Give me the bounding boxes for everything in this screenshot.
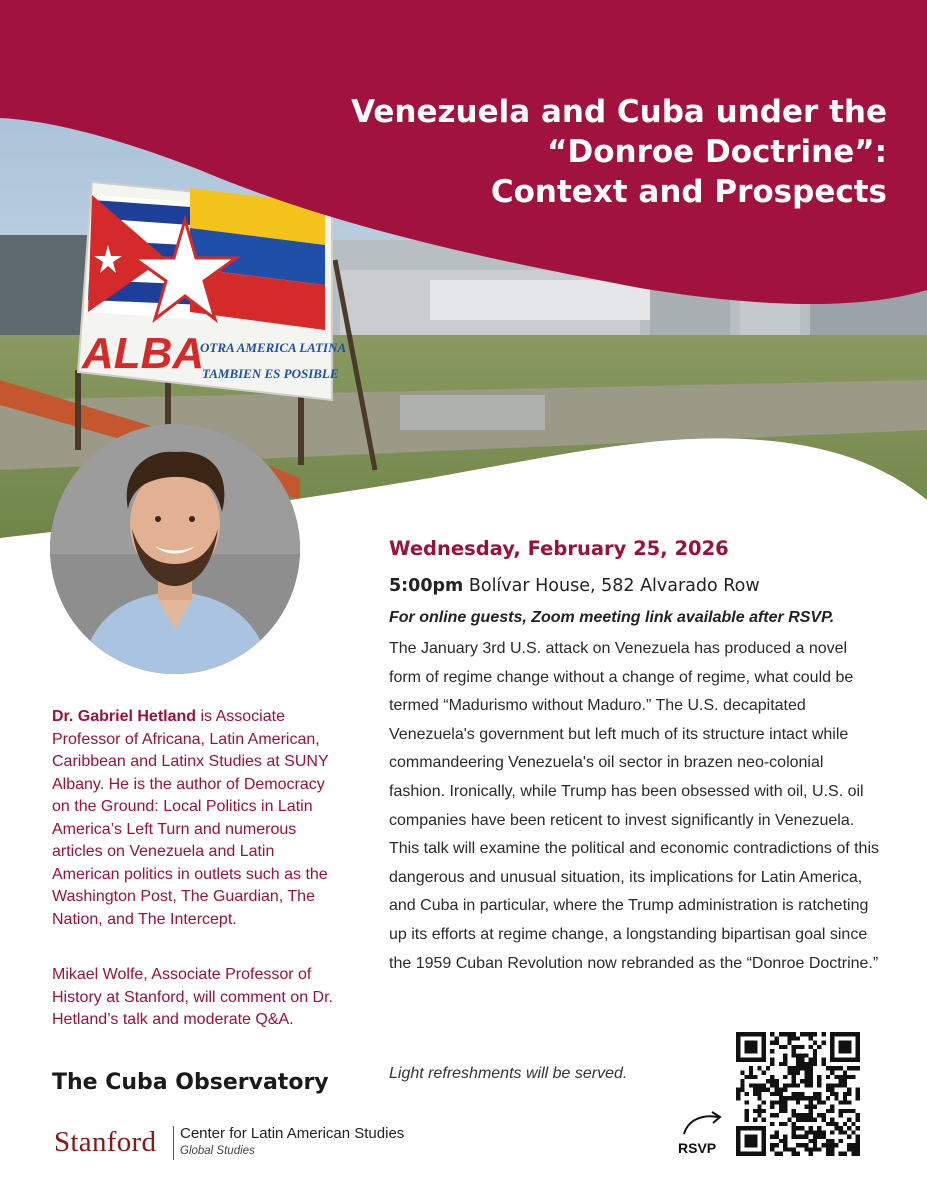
event-time: 5:00pm <box>389 576 464 596</box>
speaker-bio-text: is Associate Professor of Africana, Latin American, Caribbean and Latinx Studies at SUNY Albany. He is the author of Democracy on the Ground: Local Politics in Latin America’s Left Turn and numerous articles on Venezuela and Latin American politics in outlets such as the Washington Post, The Guardian, The Nation, and The Intercept. <box>52 708 329 928</box>
speaker-bio <box>52 706 342 931</box>
billboard-slogan-line-2: TAMBIEN ES POSIBLE <box>202 366 339 381</box>
moderator-note: Mikael Wolfe, Associate Professor of History at Stanford, will comment on Dr. Hetland’s talk and moderate Q&A. <box>52 966 333 1028</box>
event-location: Bolívar House, 582 Alvarado Row <box>463 576 760 596</box>
logo-divider <box>173 1126 174 1160</box>
center-subtitle: Global Studies <box>180 1145 255 1157</box>
event-title <box>287 92 887 212</box>
billboard-logo-text: ALBA <box>82 329 205 378</box>
curved-arrow-icon <box>678 1108 728 1138</box>
rsvp-qr-code[interactable] <box>736 1032 860 1156</box>
center-name: Center for Latin American Studies <box>180 1125 405 1142</box>
event-title-line-1: Venezuela and Cuba under the <box>351 94 887 130</box>
event-time-location <box>389 576 760 596</box>
stanford-wordmark: Stanford <box>54 1126 157 1158</box>
event-title-line-2: “Donroe Doctrine”: <box>547 134 887 170</box>
refreshments-note: Light refreshments will be served. <box>389 1065 628 1082</box>
speaker-photo <box>50 424 300 674</box>
event-date: Wednesday, February 25, 2026 <box>389 537 729 560</box>
cuba-observatory-label: The Cuba Observatory <box>52 1070 329 1095</box>
event-description: The January 3rd U.S. attack on Venezuela has produced a novel form of regime change without a change of regime, what could be termed “Madurismo without Maduro.” The U.S. decapitated Venezuela's government but left much of its structure intact while commandeering Venezuela's oil sector in brazen neo-colonial fashion. Ironically, while Trump has been obsessed with oil, U.S. oil companies have been reticent to invest significantly in Venezuela. This talk will examine the political and economic contradictions of this dangerous and unusual situation, its implications for Latin America, and Cuba in particular, where the Trump administration is ratcheting up its efforts at regime change, a longstanding bipartisan goal since the 1959 Cuban Revolution now rebranded as the “Donroe Doctrine.” <box>389 640 880 972</box>
speaker-name: Dr. Gabriel Hetland <box>52 708 197 725</box>
online-note: For online guests, Zoom meeting link available after RSVP. <box>389 609 835 626</box>
event-title-line-3: Context and Prospects <box>490 174 887 210</box>
rsvp-label: RSVP <box>678 1140 717 1156</box>
billboard-slogan-line-1: OTRA AMERICA LATINA <box>200 340 347 355</box>
